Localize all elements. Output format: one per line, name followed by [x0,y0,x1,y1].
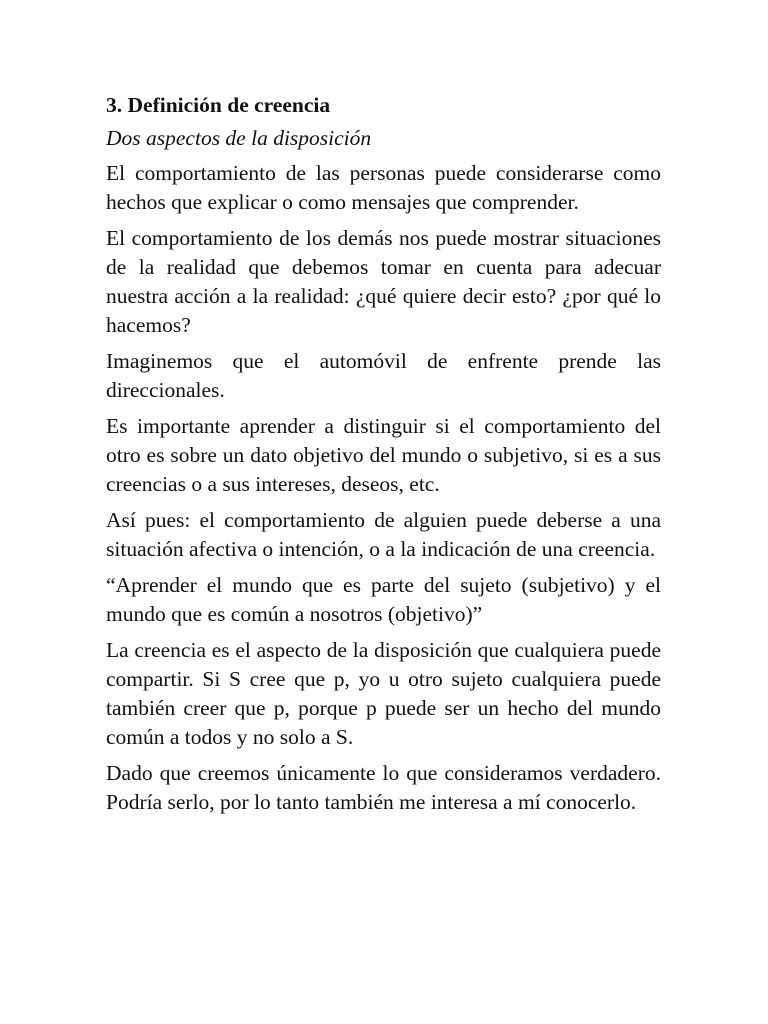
section-subheading: Dos aspectos de la disposición [106,126,372,150]
paragraph-5: Así pues: el comportamiento de alguien puede deberse a una situación afectiva o intención, o a la indicación de una creencia. [106,508,661,561]
paragraph-4: Es importante aprender a distinguir si el comportamiento del otro es sobre un dato objetivo del mundo o subjetivo, si es a sus creencias o a sus intereses, deseos, etc. [106,414,661,496]
paragraph-7: La creencia es el aspecto de la disposición que cualquiera puede compartir. Si S cree que p, yo u otro sujeto cualquiera puede también creer que p, porque p puede ser un hecho del mundo común a todos y no solo a S. [106,638,661,749]
quote-paragraph: “Aprender el mundo que es parte del sujeto (subjetivo) y el mundo que es común a nosotros (objetivo)” [106,573,661,626]
paragraph-8: Dado que creemos únicamente lo que consideramos verdadero. Podría serlo, por lo tanto también me interesa a mí conocerlo. [106,761,661,814]
paragraph-3: Imaginemos que el automóvil de enfrente prende las direccionales. [106,349,661,402]
document-page [106,90,661,824]
section-heading: 3. Definición de creencia [106,93,331,117]
paragraph-2: El comportamiento de los demás nos puede mostrar situaciones de la realidad que debemos tomar en cuenta para adecuar nuestra acción a la realidad: ¿qué quiere decir esto? ¿por qué lo hacemos? [106,226,661,337]
paragraph-1: El comportamiento de las personas puede considerarse como hechos que explicar o como mensajes que comprender. [106,161,661,214]
